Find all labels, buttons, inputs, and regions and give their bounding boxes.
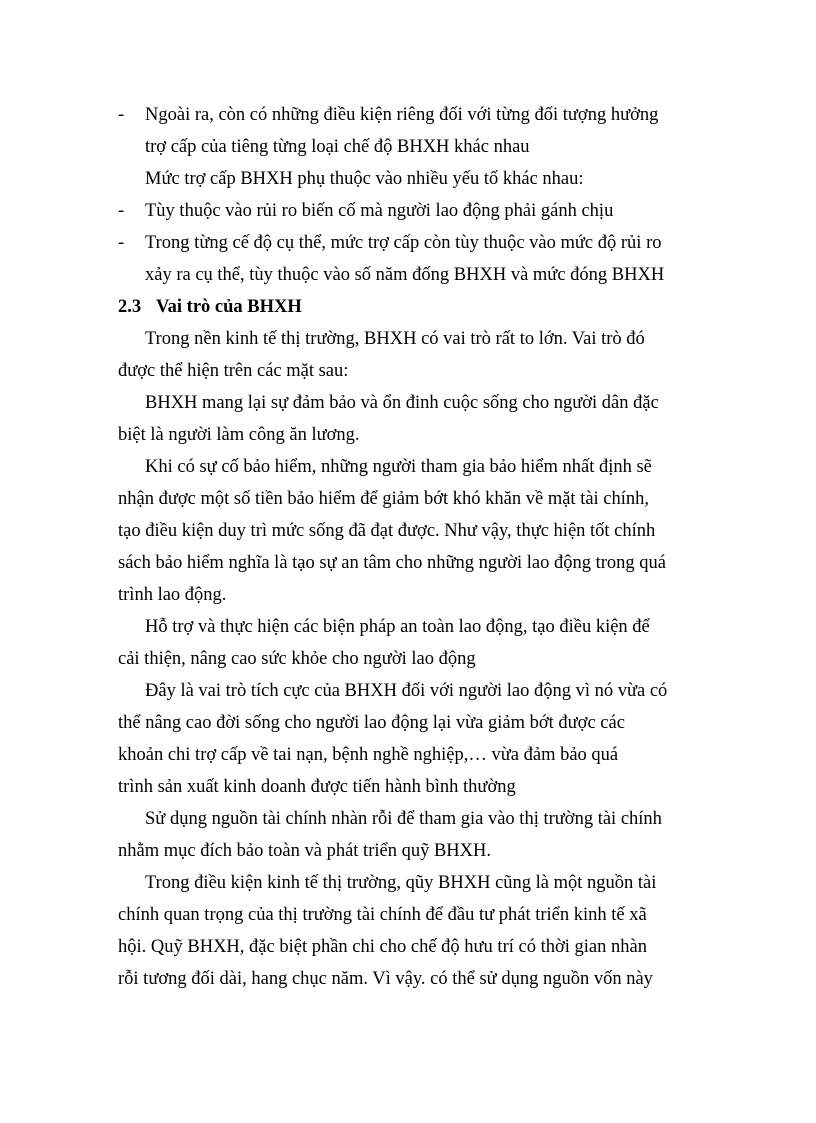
paragraph-line bbox=[118, 355, 698, 387]
line-text: Đây là vai trò tích cực của BHXH đối với người lao động vì nó vừa có bbox=[145, 681, 668, 701]
line-text: Trong nền kinh tế thị trường, BHXH có vai trò rất to lớn. Vai trò đó bbox=[145, 329, 645, 349]
paragraph-line bbox=[118, 835, 698, 867]
continuation-line bbox=[118, 259, 698, 291]
line-text: Mức trợ cấp BHXH phụ thuộc vào nhiều yếu tố khác nhau: bbox=[145, 169, 584, 189]
line-text: trình sản xuất kinh doanh được tiến hành bình thường bbox=[118, 777, 516, 797]
section-heading bbox=[118, 291, 698, 323]
paragraph-line bbox=[118, 451, 698, 483]
paragraph-line bbox=[118, 675, 698, 707]
section-title: Vai trò của BHXH bbox=[156, 297, 302, 317]
bullet-line bbox=[118, 195, 698, 227]
line-text: chính quan trọng của thị trường tài chính để đầu tư phát triển kinh tế xã bbox=[118, 905, 647, 925]
line-text: được thể hiện trên các mặt sau: bbox=[118, 361, 349, 381]
line-text: tạo điều kiện duy trì mức sống đã đạt được. Như vậy, thực hiện tốt chính bbox=[118, 521, 656, 541]
bullet-marker: - bbox=[118, 105, 125, 125]
paragraph-line bbox=[118, 963, 698, 995]
bullet-marker: - bbox=[118, 201, 125, 221]
paragraph-line bbox=[118, 803, 698, 835]
paragraph-line bbox=[118, 611, 698, 643]
line-text: rỗi tương đối dài, hang chục năm. Vì vậy. có thể sử dụng nguồn vốn này bbox=[118, 969, 653, 989]
line-text: cải thiện, nâng cao sức khỏe cho người lao động bbox=[118, 649, 476, 669]
paragraph-line bbox=[118, 707, 698, 739]
paragraph-line bbox=[118, 547, 698, 579]
bullet-marker: - bbox=[118, 233, 125, 253]
paragraph-line bbox=[118, 323, 698, 355]
bullet-line bbox=[118, 227, 698, 259]
line-text: Trong từng cế độ cụ thể, mức trợ cấp còn tùy thuộc vào mức độ rủi ro bbox=[145, 233, 662, 253]
line-text: nhằm mục đích bảo toàn và phát triển quỹ BHXH. bbox=[118, 841, 491, 861]
paragraph-line bbox=[118, 483, 698, 515]
line-text: Trong điều kiện kinh tế thị trường, qũy BHXH cũng là một nguồn tài bbox=[145, 873, 657, 893]
paragraph-line bbox=[118, 899, 698, 931]
paragraph-line bbox=[118, 643, 698, 675]
paragraph-line bbox=[118, 387, 698, 419]
document-body bbox=[118, 99, 698, 995]
paragraph-line bbox=[118, 579, 698, 611]
paragraph-line bbox=[118, 515, 698, 547]
line-text: biệt là người làm công ăn lương. bbox=[118, 425, 360, 445]
line-text: thể nâng cao đời sống cho người lao động lại vừa giảm bớt được các bbox=[118, 713, 625, 733]
line-text: khoản chi trợ cấp về tai nạn, bệnh nghề nghiệp,… vừa đảm bảo quá bbox=[118, 745, 619, 765]
line-text: trợ cấp của tiêng từng loại chế độ BHXH khác nhau bbox=[145, 137, 530, 157]
line-text: Tùy thuộc vào rủi ro biến cố mà người lao động phải gánh chịu bbox=[145, 201, 614, 221]
line-text: trình lao động. bbox=[118, 585, 227, 605]
paragraph-line bbox=[118, 163, 698, 195]
paragraph-line bbox=[118, 739, 698, 771]
paragraph-line bbox=[118, 771, 698, 803]
line-text: BHXH mang lại sự đảm bảo và ổn đinh cuộc sống cho người dân đặc bbox=[145, 393, 659, 413]
line-text: xảy ra cụ thể, tùy thuộc vào số năm đống BHXH và mức đóng BHXH bbox=[145, 265, 665, 285]
line-text: Sử dụng nguồn tài chính nhàn rỗi để tham gia vào thị trường tài chính bbox=[145, 809, 662, 829]
line-text: nhận được một số tiền bảo hiểm để giảm bớt khó khăn về mặt tài chính, bbox=[118, 489, 650, 509]
line-text: Hỗ trợ và thực hiện các biện pháp an toàn lao động, tạo điều kiện để bbox=[145, 617, 650, 637]
continuation-line bbox=[118, 131, 698, 163]
paragraph-line bbox=[118, 931, 698, 963]
line-text: Khi có sự cố bảo hiểm, những người tham gia bảo hiểm nhất định sẽ bbox=[145, 457, 652, 477]
line-text: Ngoài ra, còn có những điều kiện riêng đối với từng đối tượng hưởng bbox=[145, 105, 659, 125]
line-text: sách bảo hiểm nghĩa là tạo sự an tâm cho những người lao động trong quá bbox=[118, 553, 666, 573]
section-number: 2.3 bbox=[118, 297, 142, 317]
bullet-line bbox=[118, 99, 698, 131]
line-text: hội. Quỹ BHXH, đặc biệt phần chi cho chế độ hưu trí có thời gian nhàn bbox=[118, 937, 647, 957]
paragraph-line bbox=[118, 419, 698, 451]
paragraph-line bbox=[118, 867, 698, 899]
